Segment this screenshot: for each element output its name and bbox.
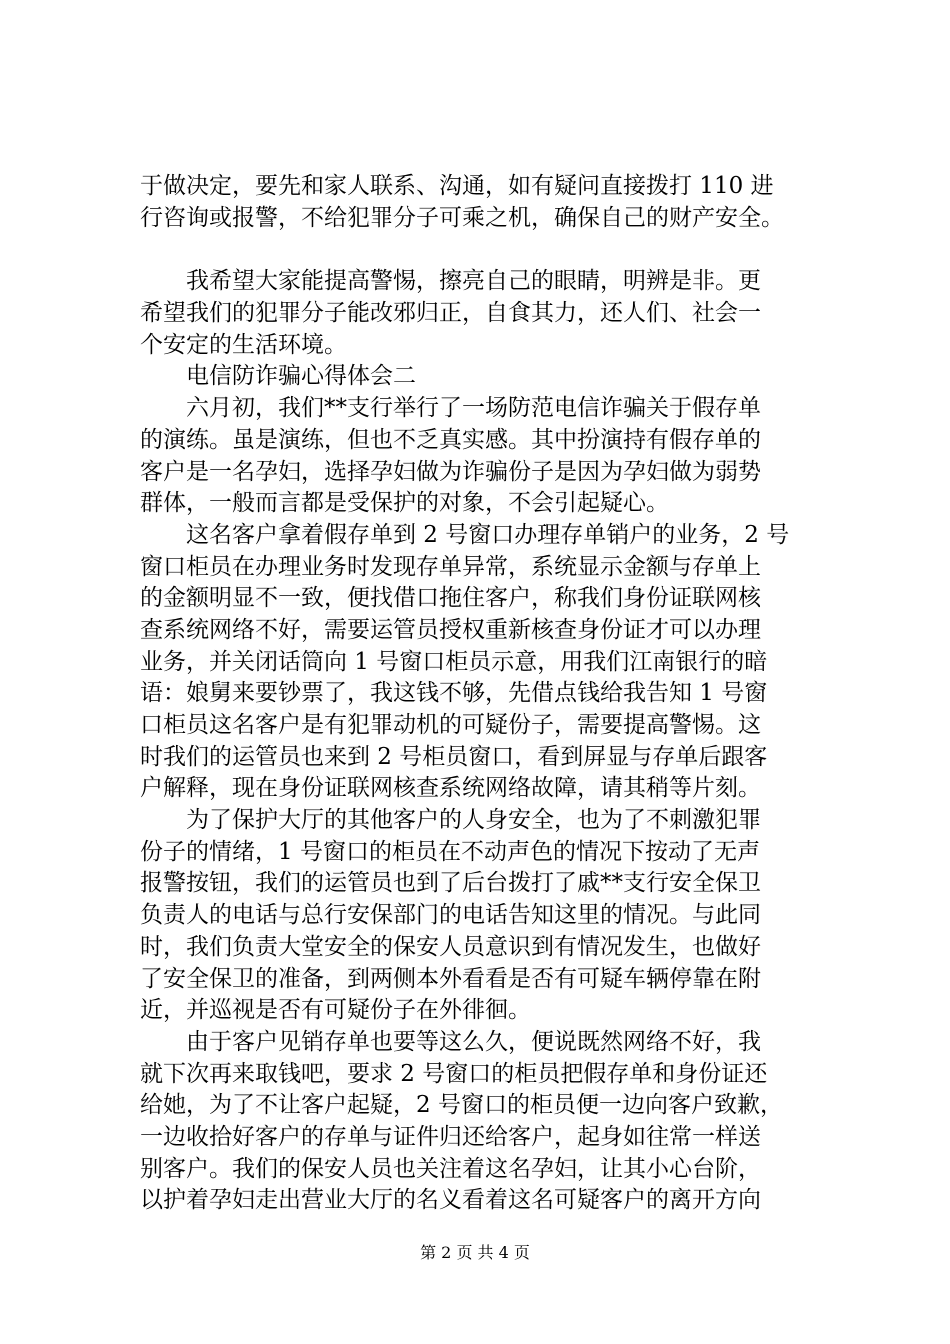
text-line: 窗口柜员在办理业务时发现存单异常，系统显示金额与存单上 [140,553,761,580]
text-line: 报警按钮，我们的运管员也到了后台拨打了戚**支行安全保卫 [140,870,761,897]
text-line: 为了保护大厅的其他客户的人身安全，也为了不刺激犯罪 [186,807,761,834]
text-line: 以护着孕妇走出营业大厅的名义看着这名可疑客户的离开方向 [140,1187,761,1214]
text-line: 行咨询或报警，不给犯罪分子可乘之机，确保自己的财产安全。 [140,204,784,231]
text-line: 了安全保卫的准备，到两侧本外看看是否有可疑车辆停靠在附 [140,965,761,992]
text-line: 查系统网络不好，需要运管员授权重新核查身份证才可以办理 [140,616,761,643]
text-line: 口柜员这名客户是有犯罪动机的可疑份子，需要提高警惕。这 [140,712,761,738]
text-line: 就下次再来取钱吧，要求 2 号窗口的柜员把假存单和身份证还 [140,1060,768,1087]
text-line: 户解释，现在身份证联网核查系统网络故障，请其稍等片刻。 [140,775,761,802]
text-line: 份子的情绪，1 号窗口的柜员在不动声色的情况下按动了无声 [140,838,760,865]
text-line: 给她，为了不让客户起疑，2 号窗口的柜员便一边向客户致歉， [140,1092,783,1119]
text-line: 六月初，我们**支行举行了一场防范电信诈骗关于假存单 [186,395,761,422]
text-line: 希望我们的犯罪分子能改邪归正，自食其力，还人们、社会一 [140,300,761,327]
text-line: 一边收拾好客户的存单与证件归还给客户，起身如往常一样送 [140,1123,761,1150]
text-line: 群体，一般而言都是受保护的对象，不会引起疑心。 [140,490,669,517]
text-line: 时我们的运管员也来到 2 号柜员窗口，看到屏显与存单后跟客 [140,743,768,770]
section-heading: 电信防诈骗心得体会二 [186,363,416,390]
text-line: 我希望大家能提高警惕，擦亮自己的眼睛，明辨是非。更 [186,268,761,295]
text-line: 的金额明显不一致，便找借口拖住客户，称我们身份证联网核 [140,585,761,612]
text-line: 个安定的生活环境。 [140,331,347,358]
text-line: 的演练。虽是演练，但也不乏真实感。其中扮演持有假存单的 [140,426,761,453]
text-line: 语：娘舅来要钞票了，我这钱不够，先借点钱给我告知 1 号窗 [140,680,768,707]
document-body [140,171,840,1217]
text-line: 近，并巡视是否有可疑份子在外徘徊。 [140,997,531,1024]
text-line: 由于客户见销存单也要等这么久，便说既然网络不好，我 [186,1028,761,1055]
text-line: 这名客户拿着假存单到 2 号窗口办理存单销户的业务，2 号 [186,521,790,548]
text-line: 客户是一名孕妇，选择孕妇做为诈骗份子是因为孕妇做为弱势 [140,458,761,485]
text-line: 别客户。我们的保安人员也关注着这名孕妇，让其小心台阶， [140,1155,761,1182]
text-line: 业务，并关闭话筒向 1 号窗口柜员示意，用我们江南银行的暗 [140,648,768,675]
page-number-footer: 第 2 页 共 4 页 [420,1243,530,1262]
paragraph-gap [140,234,840,266]
text-line: 于做决定，要先和家人联系、沟通，如有疑问直接拨打 110 进 [140,173,774,199]
text-line: 时，我们负责大堂安全的保安人员意识到有情况发生，也做好 [140,933,761,960]
text-line: 负责人的电话与总行安保部门的电话告知这里的情况。与此同 [140,902,761,929]
